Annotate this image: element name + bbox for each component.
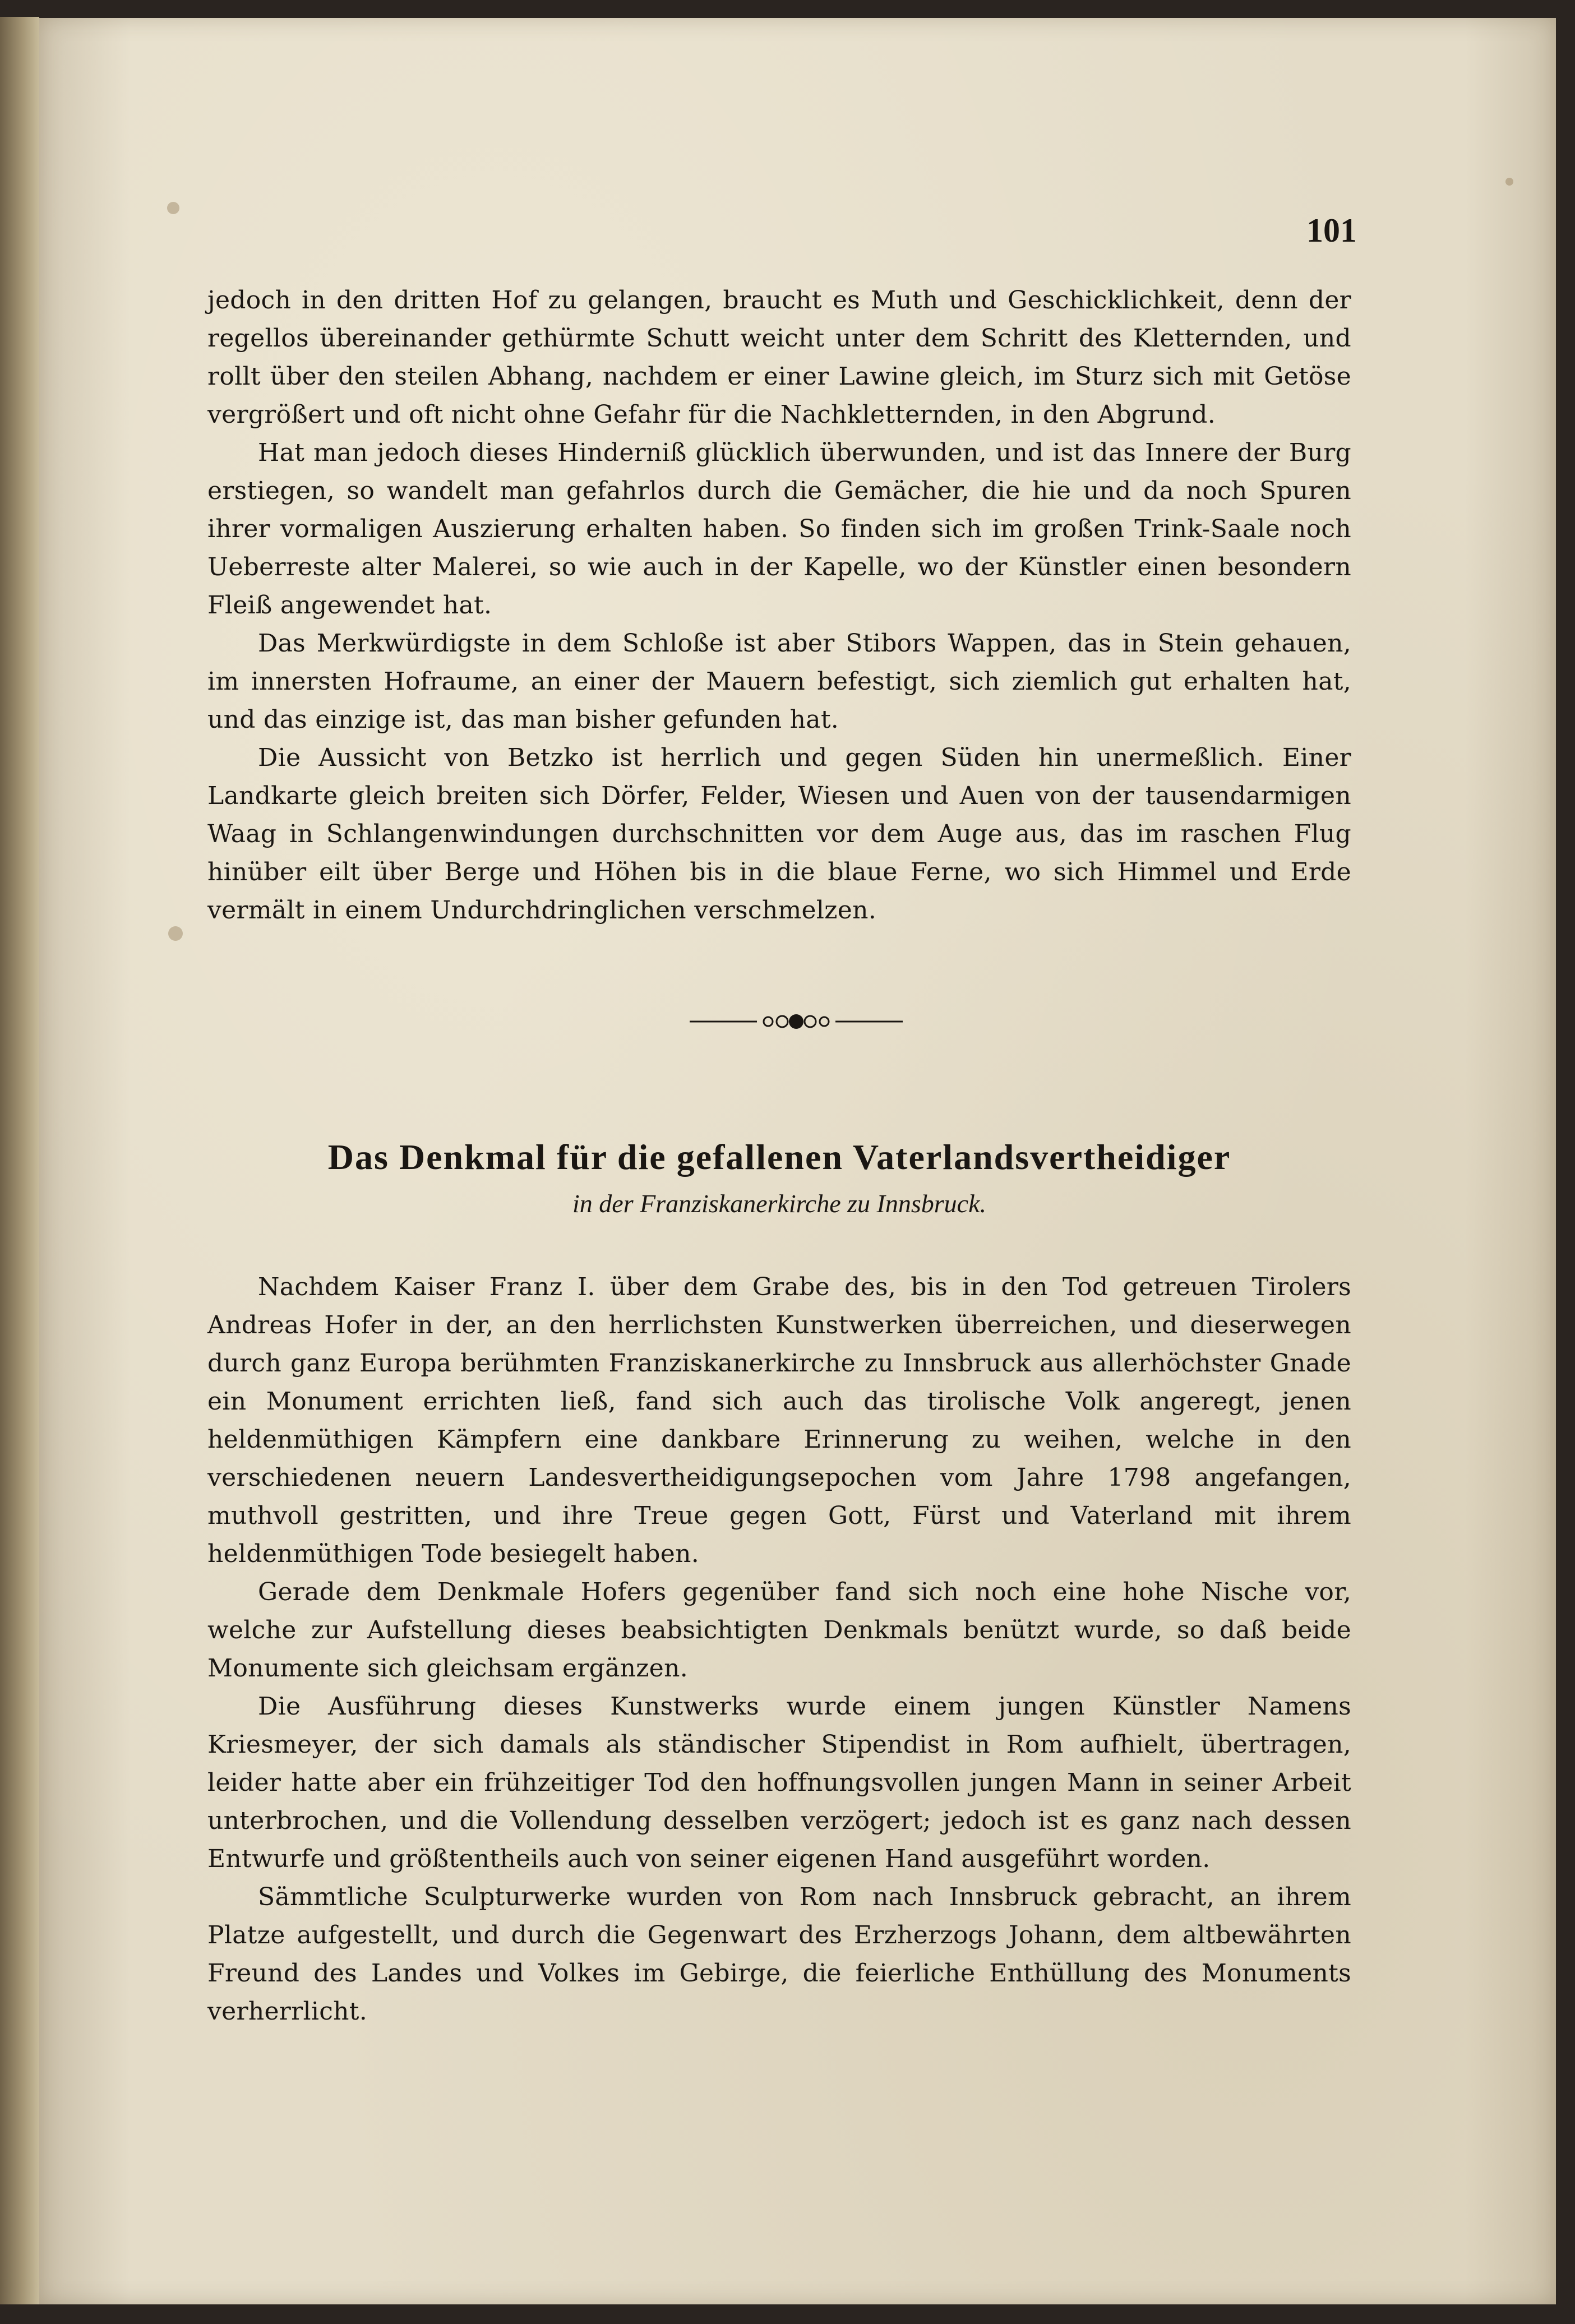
book-edge [0, 17, 39, 2304]
ornament-divider [656, 1010, 936, 1033]
paragraph: Gerade dem Denkmale Hofers gegenüber fand sich noch eine hohe Nische vor, welche zur Aufstellung dieses beabsichtigten Denkmals benützt wurde, so daß beide Monumente sich gleichsam ergänzen. [207, 1578, 1351, 1683]
paragraph: Nachdem Kaiser Franz I. über dem Grabe des, bis in den Tod getreuen Tirolers Andreas Hofer in der, an den herrlichsten Kunstwerken überreichen, und dieserwegen durch ganz Europa berühmten Franziskanerkirche zu Innsbruck aus allerhöchster Gnade ein Monument errichten ließ, fand sich auch das tirolische Volk angeregt, jenen heldenmüthigen Kämpfern eine dankbare Erinnerung zu weihen, welche in den verschiedenen neuern Landesvertheidigungsepochen vom Jahre 1798 angefangen, muthvoll gestritten, und ihre Treue gegen Gott, Fürst und Vaterland mit ihrem heldenmüthigen Tode besiegelt haben. [207, 1273, 1351, 1568]
paragraph: Die Ausführung dieses Kunstwerks wurde einem jungen Künstler Namens Kriesmeyer, der sich damals als ständischer Stipendist in Rom aufhielt, übertragen, leider hatte aber ein frühzeitiger Tod den hoffnungsvollen jungen Mann in seiner Arbeit unterbrochen, und die Vollendung desselben verzögert; jedoch ist es ganz nach dessen Entwurfe und größtentheils auch von seiner eigenen Hand ausgeführt worden. [207, 1692, 1351, 1873]
text-block-betzko [207, 281, 1351, 930]
text-block-denkmal [207, 1268, 1351, 2031]
paragraph: Das Merkwürdigste in dem Schloße ist aber Stibors Wappen, das in Stein gehauen, im innersten Hofraume, an einer der Mauern befestigt, sich ziemlich gut erhalten hat, und das einzige ist, das man bisher gefunden hat. [207, 629, 1351, 734]
paragraph: Sämmtliche Sculpturwerke wurden von Rom nach Innsbruck gebracht, an ihrem Platze aufgestellt, und durch die Gegenwart des Erzherzogs Johann, dem altbewährten Freund des Landes und Volkes im Gebirge, die feierliche Enthüllung des Monuments verherrlicht. [207, 1883, 1351, 2026]
paragraph: Die Aussicht von Betzko ist herrlich und gegen Süden hin unermeßlich. Einer Landkarte gleich breiten sich Dörfer, Felder, Wiesen und Auen von der tausendarmigen Waag in Schlangenwindungen durchschnitten vor dem Auge aus, das im raschen Flug hinüber eilt über Berge und Höhen bis in die blaue Ferne, wo sich Himmel und Erde vermält in einem Undurchdringlichen verschmelzen. [207, 743, 1351, 925]
page-number: 101 [1306, 212, 1357, 249]
paper-stain [168, 926, 183, 941]
paragraph: jedoch in den dritten Hof zu gelangen, braucht es Muth und Geschicklichkeit, denn der regellos übereinander gethürmte Schutt weicht unter dem Schritt des Kletternden, und rollt über den steilen Abhang, nachdem er einer Lawine gleich, im Sturz sich mit Getöse vergrößert und oft nicht ohne Gefahr für die Nachkletternden, in den Abgrund. [207, 286, 1351, 429]
article-subtitle: in der Franziskanerkirche zu Innsbruck. [572, 1189, 986, 1218]
ornament-icon [684, 1011, 908, 1032]
paper-stain [1505, 178, 1513, 186]
paragraph: Hat man jedoch dieses Hinderniß glücklich überwunden, und ist das Innere der Burg erstiegen, so wandelt man gefahrlos durch die Gemächer, die hie und da noch Spuren ihrer vormaligen Auszierung erhalten haben. So finden sich im großen Trink-Saale noch Ueberreste alter Malerei, so wie auch in der Kapelle, wo der Künstler einen besondern Fleiß angewendet hat. [207, 438, 1351, 620]
article-title: Das Denkmal für die gefallenen Vaterlandsvertheidiger [327, 1137, 1231, 1177]
paper-stain [167, 202, 179, 214]
book-page [39, 18, 1556, 2304]
